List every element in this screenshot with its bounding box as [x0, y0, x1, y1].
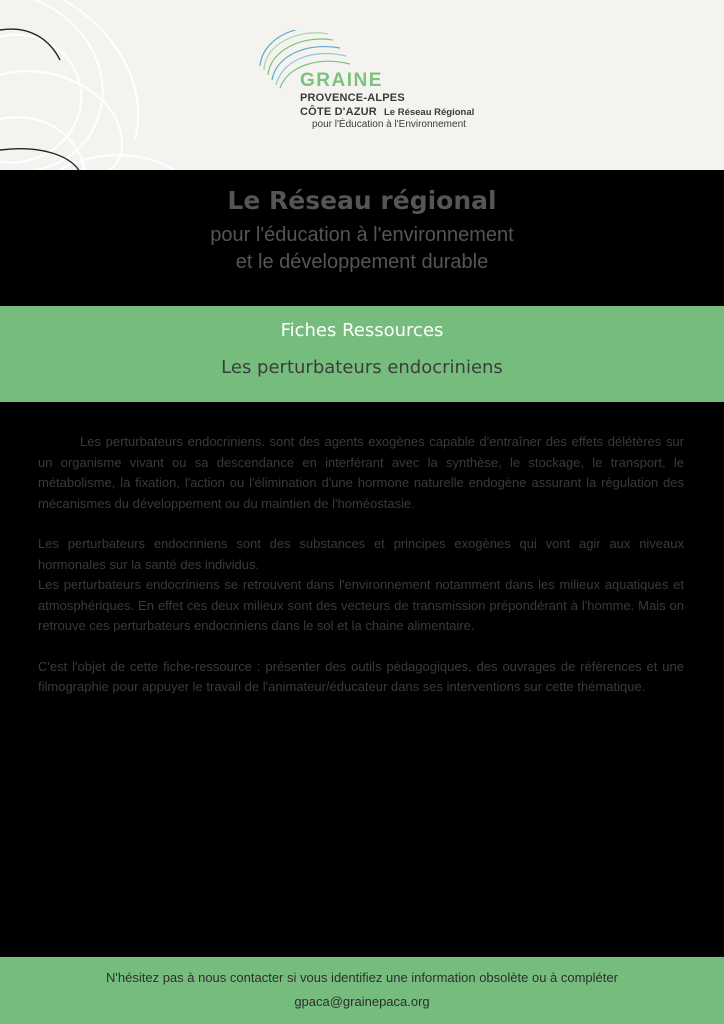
page-title: Le Réseau régional	[227, 186, 497, 215]
contact-email-link[interactable]: gpaca@grainepaca.org	[294, 994, 430, 1009]
page-subtitle-line2: et le développement durable	[235, 251, 489, 273]
paragraph-intro: Les perturbateurs endocriniens. sont des agents exogènes capable d'entraîner des effets délétères sur un organisme vivant ou sa descendance en interférant avec la synthèse, le stockage, le transport, le métabolisme, la fixation, l'action ou l'élimination d'une hormone naturelle endogène assurant la régulation des mécanismes du développement ou du maintien de l'homéostasie.	[38, 434, 684, 511]
body-text	[38, 432, 684, 698]
section-title: Fiches Ressources	[280, 320, 444, 341]
section-subtitle: Les perturbateurs endocriniens	[221, 357, 503, 378]
logo-region-line1: PROVENCE-ALPES	[300, 92, 405, 104]
paragraph-environment: Les perturbateurs endocriniens se retrouvent dans l'environnement notamment dans les milieux aquatiques et atmosphériques. En effet ces deux milieux sont des vecteurs de transmission prépondérant à l'homme. Mais on retrouve ces perturbateurs endocriniens dans le sol et la chaine alimentaire.	[38, 577, 684, 633]
logo-name: GRAINE	[300, 70, 383, 91]
paragraph-purpose: C'est l'objet de cette fiche-ressource : présenter des outils pédagogiques, des ouvrages de références et une filmographie pour appuyer le travail de l'animateur/éducateur dans ses interventions sur cette thématique.	[38, 658, 684, 694]
title-block	[0, 170, 724, 306]
footer-note: N'hésitez pas à nous contacter si vous identifiez une information obsolète ou à compléter	[106, 970, 618, 985]
logo-tagline: pour l'Éducation à l'Environnement	[312, 119, 466, 130]
decorative-swirl-icon	[0, 0, 200, 170]
page-footer	[0, 957, 724, 1024]
logo-tagline-bold: Le Réseau Régional	[384, 107, 475, 118]
graine-logo	[258, 30, 498, 140]
section-band	[0, 306, 724, 402]
page-subtitle-line1: pour l'éducation à l'environnement	[210, 224, 514, 246]
paragraph-health: Les perturbateurs endocriniens sont des substances et principes exogènes qui vont agir aux niveaux hormonales sur la santé des individus.	[38, 536, 684, 572]
page-header	[0, 0, 724, 170]
logo-region-line2: CÔTE D'AZUR	[300, 106, 377, 118]
